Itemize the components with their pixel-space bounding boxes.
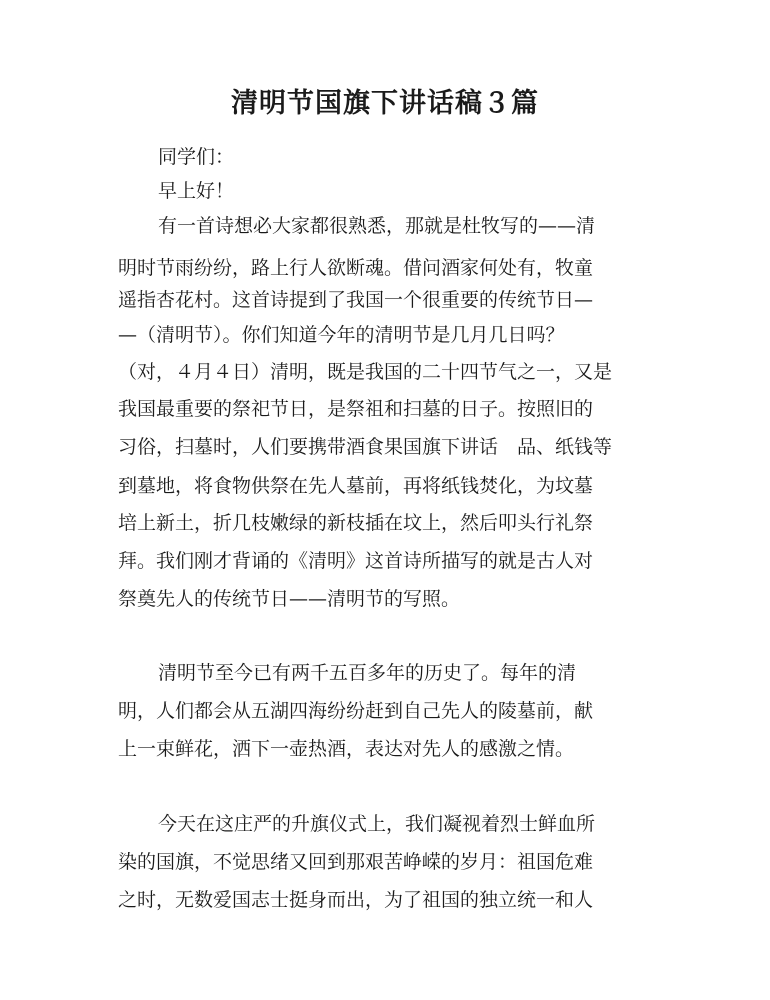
- paragraph-line: 培上新土，折几枝嫩绿的新枝插在坟上，然后叩头行礼祭: [118, 512, 594, 534]
- paragraph-line: 习俗，扫墓时，人们要携带酒食果国旗下讲话 品、纸钱等: [118, 436, 613, 458]
- paragraph-line: 拜。我们刚才背诵的《清明》这首诗所描写的就是古人对: [118, 550, 594, 572]
- paragraph-line: 染的国旗，不觉思绪又回到那艰苦峥嵘的岁月：祖国危难: [118, 851, 594, 873]
- paragraph-line: 明时节雨纷纷，路上行人欲断魂。借问酒家何处有，牧童: [118, 257, 594, 279]
- document-title: 清明节国旗下讲话稿３篇: [231, 88, 539, 119]
- greeting-line: 早上好！: [158, 180, 235, 202]
- paragraph-line: 我国最重要的祭祀节日，是祭祖和扫墓的日子。按照旧的: [118, 398, 594, 420]
- paragraph-line: 今天在这庄严的升旗仪式上，我们凝视着烈士鲜血所: [158, 813, 596, 835]
- paragraph-line: 祭奠先人的传统节日——清明节的写照。: [118, 588, 461, 610]
- paragraph-line: 遥指杏花村。这首诗提到了我国一个很重要的传统节日—: [118, 289, 594, 311]
- greeting-line: 同学们：: [158, 146, 235, 168]
- paragraph-line: 上一束鲜花，洒下一壶热酒，表达对先人的感激之情。: [118, 738, 575, 760]
- paragraph-line: 之时，无数爱国志士挺身而出，为了祖国的独立统一和人: [118, 889, 594, 911]
- paragraph-line: 到墓地，将食物供祭在先人墓前，再将纸钱焚化，为坟墓: [118, 475, 594, 497]
- paragraph-line: 明，人们都会从五湖四海纷纷赶到自己先人的陵墓前，献: [118, 700, 594, 722]
- paragraph-line: （对，４月４日）清明，既是我国的二十四节气之一，又是: [118, 361, 613, 383]
- paragraph-line: —（清明节）。你们知道今年的清明节是几月几日吗？: [118, 324, 565, 346]
- paragraph-line: 清明节至今已有两千五百多年的历史了。每年的清: [158, 662, 577, 684]
- paragraph-line: 有一首诗想必大家都很熟悉，那就是杜牧写的——清: [158, 215, 596, 237]
